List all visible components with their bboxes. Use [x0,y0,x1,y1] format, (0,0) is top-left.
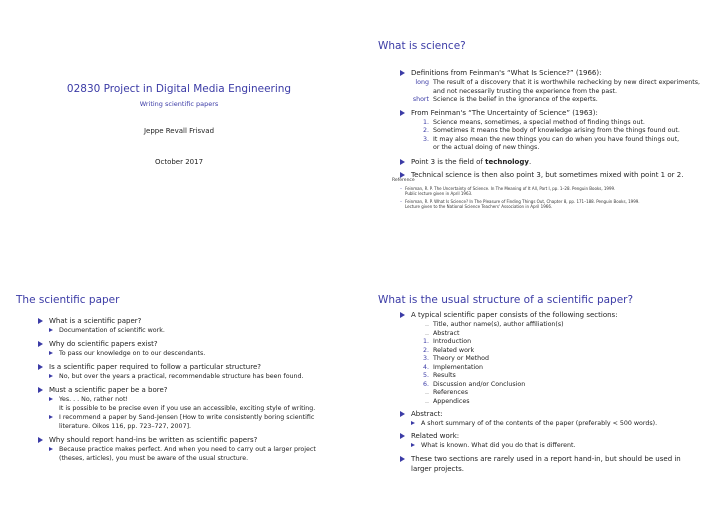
slide-title: What is science? [378,40,466,52]
sub-item: Yes. . . No, rather not! It is possible to be precise even if you use an accessible, exciting style of writing. [38,395,354,413]
section-item: 4. Implementation [422,363,483,371]
section-item: .. Abstract [424,329,460,337]
slide-title: What is the usual structure of a scientific paper? [378,294,634,306]
list-item: From Feinman's “The Uncertainty of Science” (1963): [400,108,716,118]
list-item: Definitions from Feinman's “What Is Science?” (1966): [400,68,716,78]
sub-bullet-icon [411,421,415,425]
list-item: A typical scientific paper consists of the following sections: [400,310,716,320]
list-item: Why should report hand-ins be written as scientific papers? [38,435,354,445]
list-item: Technical science is then also point 3, but sometimes mixed with point 1 or 2. [400,170,716,180]
sub-item: I recommend a paper by Sand-Jensen [How to write consistently boring scientific literature. Oikos 116, pp. 723–727, 2007]. [38,413,354,431]
sub-item: Documentation of scientific work. [38,326,354,335]
sub-item: Because practice makes perfect. And when you need to carry out a larger project (theses, articles), you must be aware of the usual structure. [38,445,354,463]
sub-item: No, but over the years a practical, recommendable structure has been found. [38,372,354,381]
sub-bullet-icon [49,374,53,378]
numbered-item: 2. Sometimes it means the body of knowledge arising from the things found out. [422,127,680,134]
list-item: What is a scientific paper? [38,316,354,326]
section-item: .. References [424,389,468,396]
numbered-item: 3. It may also mean the new things you can do when you have found things out, [422,135,680,143]
reference-marker: – [400,198,402,204]
list-item: Point 3 is the field of technology. [400,157,716,167]
sub-item: To pass our knowledge on to our descendants. [38,349,354,358]
numbered-item-cont: or the actual doing of new things. [433,144,540,151]
reference-item: – Feinman, R. P. What Is Science? In The Pleasure of Finding Things Out, Chapter 8, pp. 171–188. Penguin Books, 1999. Lecture given to the National Science Teachers' Association in April 1966. [392,199,712,210]
bullet-icon [400,312,405,318]
sub-bullet-icon [49,415,53,419]
sub-bullet-icon [49,328,53,332]
definition-row-cont: and not necessarily trusting the experience from the past. [433,87,617,95]
definition-row: long The result of a discovery that it is worthwhile rechecking by new direct experiments, [415,79,701,86]
structure-slide [362,258,720,510]
slide-title: The scientific paper [16,294,120,306]
list-item: Why do scientific papers exist? [38,339,354,349]
bullet-icon [400,110,405,116]
sub-bullet-icon [49,351,53,355]
bullet-icon [400,433,405,439]
definition-list [400,79,716,105]
bullet-icon [400,411,405,417]
sub-bullet-icon [49,447,53,451]
numbered-list [400,119,716,153]
list-item: Is a scientific paper required to follow a particular structure? [38,362,354,372]
section-item: .. Appendices [424,397,470,405]
sub-item: What is known. What did you do that is different. [400,441,716,450]
list-item: Abstract: [400,409,716,419]
sub-item: A short summary of of the contents of the paper (preferably < 500 words). [400,419,716,428]
bullet-icon [400,159,405,165]
bullet-icon [38,364,43,370]
bullet-icon [38,318,43,324]
title-slide [0,0,358,255]
science-slide [362,0,720,255]
section-item: 1. Introduction [422,338,472,345]
definition-row: short Science is the belief in the ignorance of the experts. [412,96,598,103]
references: Reference – Feinman, R. P. The Uncertainty of Science. In The Meaning of It All, Part I, pp. 1–28. Penguin Books, 1999. Public lecture given in April 1963. – Feinman, R. P. What Is Science? In The Pleasure of Finding Things Out, Chapter 8, pp. 171–188. Penguin Books, 1999. Lecture given to the National Science Teachers' Association in April 1966. [392,178,712,212]
section-list [400,321,716,406]
reference-marker: – [400,185,402,191]
presentation-title: 02830 Project in Digital Media Engineering [66,83,292,95]
presentation-subtitle: Writing scientific papers [139,100,219,108]
bullet-icon [38,387,43,393]
section-item: 6. Discussion and/or Conclusion [422,380,526,388]
bullet-icon [400,456,405,462]
numbered-item: 1. Science means, sometimes, a special method of finding things out. [422,118,645,126]
list-item: Must a scientific paper be a bore? [38,385,354,395]
bullet-icon [38,341,43,347]
section-item: .. Title, author name(s), author affiliation(s) [424,321,564,328]
bullet-icon [400,70,405,76]
list-item: These two sections are rarely used in a report hand-in, but should be used in larger projects. [400,454,716,474]
section-item: 2. Related work [422,346,475,354]
bullet-icon [400,172,405,178]
date: October 2017 [154,158,204,166]
reference-item: – Feinman, R. P. The Uncertainty of Science. In The Meaning of It All, Part I, pp. 1–28. Penguin Books, 1999. Public lecture given in April 1963. [392,186,712,197]
sub-bullet-icon [49,397,53,401]
section-item: 5. Results [422,372,456,379]
paper-slide [0,258,358,510]
sub-bullet-icon [411,443,415,447]
bullet-icon [38,437,43,443]
list-item: Related work: [400,431,716,441]
author: Jeppe Revall Frisvad [143,127,215,135]
section-item: 3. Theory or Method [422,355,489,362]
